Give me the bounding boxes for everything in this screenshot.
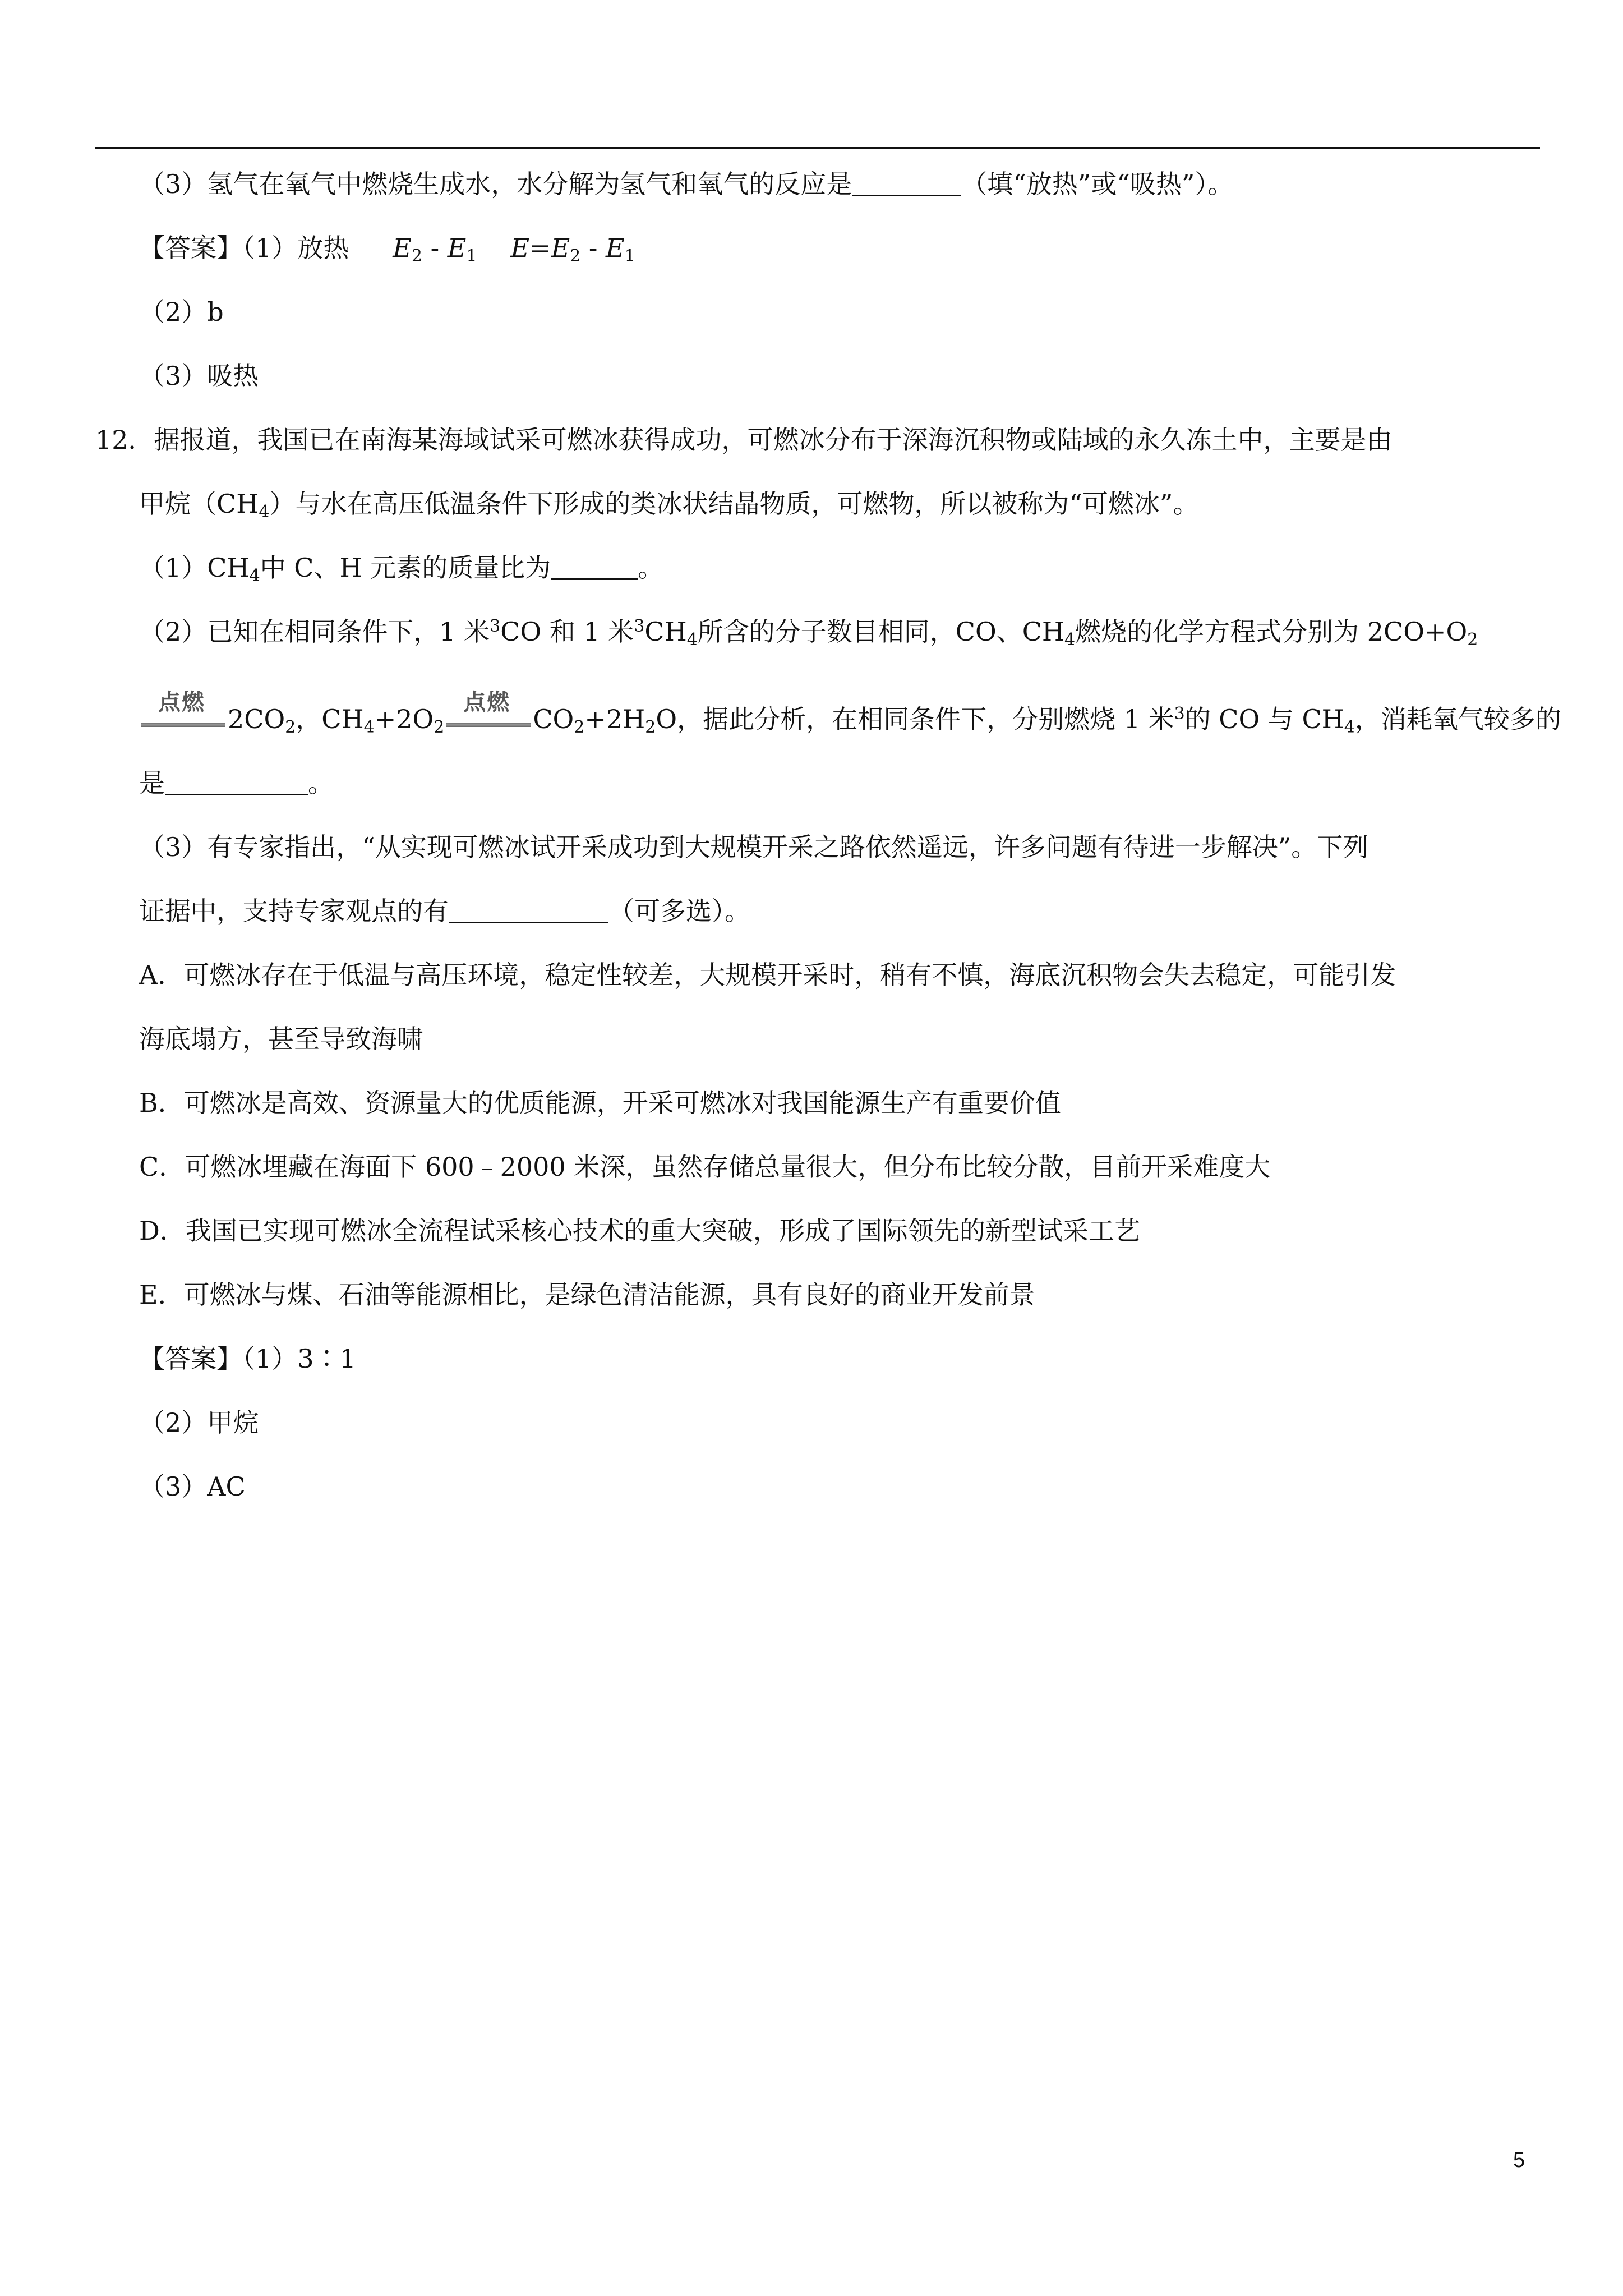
part-text: 所含的分子数目相同，CO、CH <box>697 616 1065 647</box>
part-text: （2）已知在相同条件下，1 米 <box>139 616 490 647</box>
equation-text: ，CH <box>296 704 364 734</box>
option-a-line2: 海底塌方，甚至导致海啸 <box>139 1024 423 1054</box>
q12-part1 <box>139 551 663 585</box>
option-d: D．我国已实现可燃冰全流程试采核心技术的重大突破，形成了国际领先的新型试采工艺 <box>139 1216 1140 1246</box>
q12-stem-line2 <box>139 487 1198 521</box>
q12-answer-2: （2）甲烷 <box>139 1407 259 1438</box>
q12-part2-line1 <box>139 615 1478 648</box>
part-text: CO 和 1 米 <box>500 616 634 647</box>
part-text: 中 C、H 元素的质量比为 <box>260 553 551 583</box>
subscript: 1 <box>624 246 635 266</box>
subscript: 4 <box>363 717 375 737</box>
q11-answer-3: （3）吸热 <box>139 361 259 391</box>
equation-text: 的 CO 与 CH <box>1184 704 1344 734</box>
equation-text: CO <box>533 704 574 734</box>
subscript: 4 <box>686 630 698 650</box>
superscript: 3 <box>634 616 645 636</box>
q12-part2-line2 <box>139 689 1561 737</box>
q11-answer-1 <box>139 231 635 265</box>
subscript: 2 <box>570 246 581 266</box>
header-rule <box>95 147 1540 149</box>
part-text: CH <box>644 616 687 647</box>
q12-part3-line2 <box>139 894 750 928</box>
q11-part3 <box>139 167 1233 201</box>
answer-part1: （1）放热 <box>242 233 349 263</box>
part-text: 证据中，支持专家观点的有 <box>139 896 449 926</box>
reaction-condition-arrow <box>141 689 225 736</box>
condition-label: 点燃 <box>463 689 511 715</box>
subscript: 2 <box>645 717 656 737</box>
answer-blank <box>852 172 961 196</box>
q11-answer-2: （2）b <box>139 297 224 327</box>
superscript: 3 <box>1174 704 1185 724</box>
q12-answer-1 <box>139 1342 356 1375</box>
part-text: （可多选）。 <box>608 896 750 926</box>
subscript: 2 <box>411 246 422 266</box>
subscript: 2 <box>285 717 296 737</box>
answer-part1: （1）3∶1 <box>242 1343 356 1374</box>
option-c: C．可燃冰埋藏在海面下 600﹣2000 米深，虽然存储总量很大，但分布比较分散，目前开采难度大 <box>139 1152 1271 1182</box>
subscript: 4 <box>259 502 270 522</box>
stem-text: ）与水在高压低温条件下形成的类冰状结晶物质，可燃物，所以被称为“可燃冰”。 <box>269 489 1199 519</box>
condition-bar <box>141 723 225 727</box>
subscript: 4 <box>1064 630 1076 650</box>
part-text: 燃烧的化学方程式分别为 2CO+O <box>1075 616 1468 647</box>
energy-var: E <box>393 233 412 263</box>
q12-part2-line3 <box>139 766 334 800</box>
minus-sign: - <box>422 233 448 263</box>
subscript: 2 <box>434 717 445 737</box>
stem-text: 甲烷（CH <box>139 489 259 519</box>
reaction-condition-arrow <box>446 689 531 736</box>
part-text: （1）CH <box>139 553 250 583</box>
part-text: 。 <box>638 553 664 583</box>
subscript: 2 <box>1467 630 1478 650</box>
page-number: 5 <box>1513 2148 1525 2172</box>
equation-text: +2H <box>584 704 645 734</box>
subscript: 4 <box>249 566 260 586</box>
minus-sign: - <box>580 233 606 263</box>
answer-blank <box>449 899 608 923</box>
q12-part3-line1: （3）有专家指出，“从实现可燃冰试开采成功到大规模开采之路依然遥远，许多问题有待进一步解决”。下列 <box>139 832 1369 862</box>
q11-part3-text: （3）氢气在氧气中燃烧生成水，水分解为氢气和氧气的反应是 <box>139 169 852 199</box>
equation-text: O，据此分析，在相同条件下，分别燃烧 1 米 <box>656 704 1174 734</box>
energy-var: E <box>606 233 625 263</box>
equation-text: 2CO <box>228 704 285 734</box>
equation-text: ，消耗氧气较多的 <box>1354 704 1561 734</box>
q12-answer-3: （3）AC <box>139 1471 246 1502</box>
answer-blank <box>165 771 308 795</box>
option-b: B．可燃冰是高效、资源量大的优质能源，开采可燃冰对我国能源生产有重要价值 <box>139 1088 1061 1118</box>
part-text: 是 <box>139 768 165 798</box>
q11-part3-suffix: （填“放热”或“吸热”）。 <box>961 169 1234 199</box>
equation-text: +2O <box>374 704 434 734</box>
q12-stem-line1: 12．据报道，我国已在南海某海域试采可燃冰获得成功，可燃冰分布于深海沉积物或陆域的永久冻土中，主要是由 <box>95 425 1393 455</box>
answer-label: 【答案】 <box>139 233 242 263</box>
answer-blank <box>551 556 638 580</box>
subscript: 2 <box>574 717 585 737</box>
energy-var: E <box>447 233 467 263</box>
subscript: 4 <box>1344 717 1355 737</box>
subscript: 1 <box>466 246 477 266</box>
condition-bar <box>446 723 531 727</box>
superscript: 3 <box>490 616 501 636</box>
answer-label: 【答案】 <box>139 1343 242 1374</box>
option-e: E．可燃冰与煤、石油等能源相比，是绿色清洁能源，具有良好的商业开发前景 <box>139 1280 1035 1310</box>
option-a-line1: A．可燃冰存在于低温与高压环境，稳定性较差，大规模开采时，稍有不慎，海底沉积物会失去稳定，可能引发 <box>139 960 1396 990</box>
part-text: 。 <box>308 768 334 798</box>
condition-label: 点燃 <box>158 689 205 715</box>
energy-equation: E=E <box>510 233 570 263</box>
